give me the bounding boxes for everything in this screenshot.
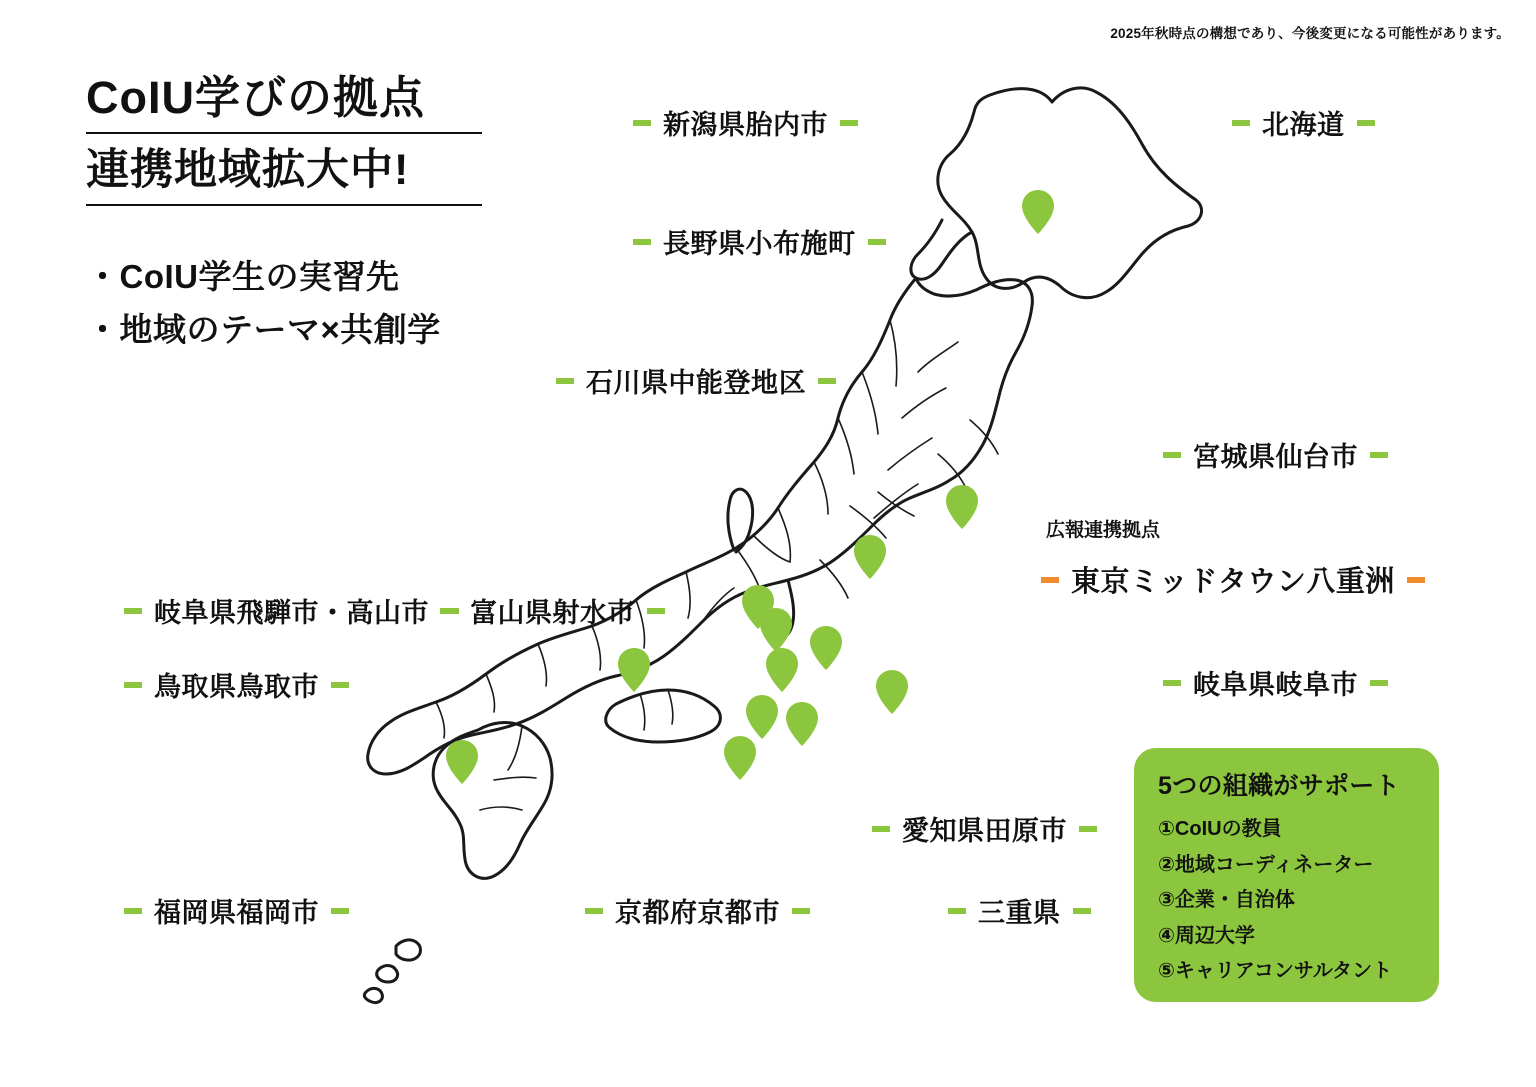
label-tottori-tottori[interactable] (124, 658, 349, 711)
map-pin-aichi (724, 736, 756, 780)
bracket-left-icon (948, 908, 966, 914)
page-title: CoIU学びの拠点 (86, 72, 425, 123)
label-text: 長野県小布施町 (663, 229, 856, 259)
bracket-right-icon (840, 120, 858, 126)
label-kyoto-kyoto[interactable] (585, 884, 810, 937)
bracket-left-icon (124, 608, 142, 614)
label-text: 富山県射水市 (470, 598, 635, 628)
label-text: 北海道 (1262, 110, 1345, 140)
bracket-right-icon (1407, 577, 1425, 583)
label-aichi-tahara[interactable] (872, 802, 1097, 855)
map-pin-gifu-city (810, 626, 842, 670)
bracket-right-icon (1370, 680, 1388, 686)
label-text: 三重県 (978, 898, 1061, 928)
bracket-right-icon (1079, 826, 1097, 832)
label-text: 岐阜県飛騨市・高山市 (154, 598, 429, 628)
bracket-right-icon (1073, 908, 1091, 914)
label-fukuoka-fukuoka[interactable] (124, 884, 349, 937)
label-toyama-imizu[interactable] (440, 584, 665, 637)
label-text: 岐阜県岐阜市 (1193, 670, 1358, 700)
bracket-right-icon (331, 682, 349, 688)
bullet-item: ・地域のテーマ×共創学 (86, 311, 441, 349)
bracket-left-icon (556, 378, 574, 384)
map-pin-mie (786, 702, 818, 746)
map-pin-nagano (854, 535, 886, 579)
map-pin-tottori (618, 648, 650, 692)
pr-hub-caption: 広報連携拠点 (1046, 520, 1161, 541)
label-text: 京都府京都市 (615, 898, 780, 928)
label-gifu-gifu[interactable] (1163, 656, 1388, 709)
bracket-left-icon (1232, 120, 1250, 126)
map-pin-kyoto (746, 695, 778, 739)
label-mie[interactable] (948, 884, 1091, 937)
map-pin-hokkaido (1022, 190, 1054, 234)
support-item: ③企業・自治体 (1158, 889, 1295, 912)
label-gifu-hida-takayama[interactable] (124, 584, 459, 637)
label-text: 鳥取県鳥取市 (154, 672, 319, 702)
map-pin-tokyo (876, 670, 908, 714)
label-text: 福岡県福岡市 (154, 898, 319, 928)
bracket-right-icon (868, 239, 886, 245)
bracket-left-icon (1041, 577, 1059, 583)
support-box-list (1154, 812, 1419, 990)
label-text: 新潟県胎内市 (663, 110, 828, 140)
bracket-left-icon (872, 826, 890, 832)
label-text: 宮城県仙台市 (1193, 442, 1358, 472)
bracket-right-icon (792, 908, 810, 914)
map-pin-niigata (946, 485, 978, 529)
label-ishikawa-nakanoto[interactable] (556, 354, 836, 407)
bracket-left-icon (585, 908, 603, 914)
support-box-heading: 5つの組織がサポート (1158, 772, 1400, 800)
map-pin-gifu-hida (766, 648, 798, 692)
bracket-left-icon (124, 908, 142, 914)
bracket-right-icon (647, 608, 665, 614)
label-text: 愛知県田原市 (902, 816, 1067, 846)
bracket-right-icon (1357, 120, 1375, 126)
bracket-right-icon (818, 378, 836, 384)
label-niigata-tainai[interactable] (633, 96, 858, 149)
disclaimer-text: 2025年秋時点の構想であり、今後変更になる可能性があります。 (1110, 26, 1510, 41)
page-subtitle: 連携地域拡大中! (86, 146, 410, 195)
support-item: ⑤キャリアコンサルタント (1158, 960, 1393, 983)
support-item: ④周辺大学 (1158, 924, 1255, 947)
bracket-left-icon (440, 608, 458, 614)
label-tokyo-midtown-yaesu[interactable] (1041, 552, 1425, 607)
map-pin-group (446, 190, 1054, 784)
bracket-right-icon (331, 908, 349, 914)
map-pin-toyama (760, 608, 792, 652)
bracket-right-icon (1370, 452, 1388, 458)
bullet-item: ・CoIU学生の実習先 (86, 258, 400, 295)
support-box (1134, 748, 1439, 1002)
bracket-left-icon (633, 239, 651, 245)
support-item: ②地域コーディネーター (1158, 853, 1374, 876)
bracket-left-icon (633, 120, 651, 126)
label-text: 東京ミッドタウン八重洲 (1071, 566, 1395, 598)
bracket-left-icon (124, 682, 142, 688)
map-pin-fukuoka (446, 740, 478, 784)
bracket-left-icon (1163, 680, 1181, 686)
label-text: 石川県中能登地区 (586, 368, 806, 398)
label-hokkaido[interactable] (1232, 96, 1375, 149)
bracket-left-icon (1163, 452, 1181, 458)
label-miyagi-sendai[interactable] (1163, 428, 1388, 481)
label-nagano-obuse[interactable] (633, 215, 886, 268)
support-item: ①CoIUの教員 (1158, 818, 1282, 840)
